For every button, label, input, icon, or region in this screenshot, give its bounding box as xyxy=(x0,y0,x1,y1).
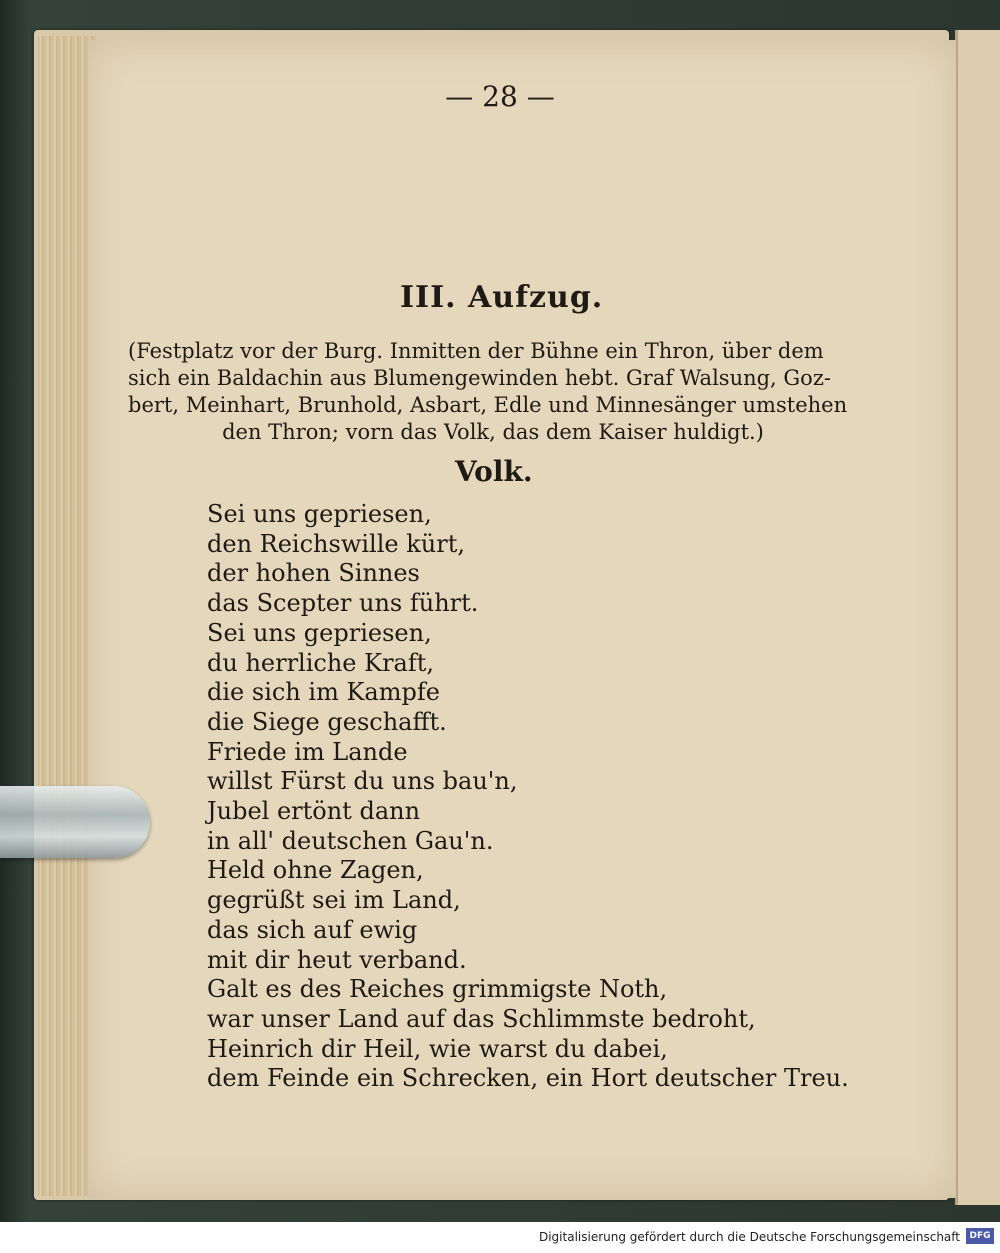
verse-line: das sich auf ewig xyxy=(207,915,418,944)
verse-line: den Reichswille kürt, xyxy=(207,529,465,558)
stage-line: bert, Meinhart, Brunhold, Asbart, Edle und Minnesänger umstehen xyxy=(128,393,848,417)
facing-page-edge xyxy=(955,30,1000,1205)
verse-block xyxy=(207,500,847,1094)
speaker-name: Volk. xyxy=(455,455,533,488)
verse-line: Heinrich dir Heil, wie warst du dabei, xyxy=(207,1034,668,1063)
stage-line: (Festplatz vor der Burg. Inmitten der Bühne ein Thron, über dem xyxy=(128,339,824,363)
verse-line: gegrüßt sei im Land, xyxy=(207,886,461,915)
verse-line: die sich im Kampfe xyxy=(207,678,440,707)
stage-direction xyxy=(128,338,858,446)
act-heading: III. Aufzug. xyxy=(400,280,604,315)
verse-line: du herrliche Kraft, xyxy=(207,648,435,677)
verse-line: Held ohne Zagen, xyxy=(207,856,424,885)
verse-line: Friede im Lande xyxy=(207,737,408,766)
verse-line: mit dir heut verband. xyxy=(207,945,467,974)
verse-line: Sei uns gepriesen, xyxy=(207,618,432,647)
dfg-logo: DFG xyxy=(966,1228,994,1244)
verse-line: dem Feinde ein Schrecken, ein Hort deutscher Treu. xyxy=(207,1064,849,1093)
verse-line: war unser Land auf das Schlimmste bedroht, xyxy=(207,1004,756,1033)
verse-line: Sei uns gepriesen, xyxy=(207,500,432,528)
verse-line: der hohen Sinnes xyxy=(207,559,420,588)
stage-line: sich ein Baldachin aus Blumengewinden hebt. Graf Walsung, Goz- xyxy=(128,366,831,390)
verse-line: Galt es des Reiches grimmigste Noth, xyxy=(207,975,668,1004)
verse-line: das Scepter uns führt. xyxy=(207,589,479,618)
funding-note: Digitalisierung gefördert durch die Deutsche Forschungsgemeinschaft xyxy=(538,1230,960,1244)
verse-line: in all' deutschen Gau'n. xyxy=(207,826,494,855)
verse-line: Jubel ertönt dann xyxy=(207,797,421,826)
verse-line: willst Fürst du uns bau'n, xyxy=(207,767,518,796)
page-number: — 28 — xyxy=(445,80,555,113)
verse-line: die Siege geschafft. xyxy=(207,707,447,736)
page-clip xyxy=(0,786,150,858)
stage-line: den Thron; vorn das Volk, das dem Kaiser huldigt.) xyxy=(222,420,764,444)
